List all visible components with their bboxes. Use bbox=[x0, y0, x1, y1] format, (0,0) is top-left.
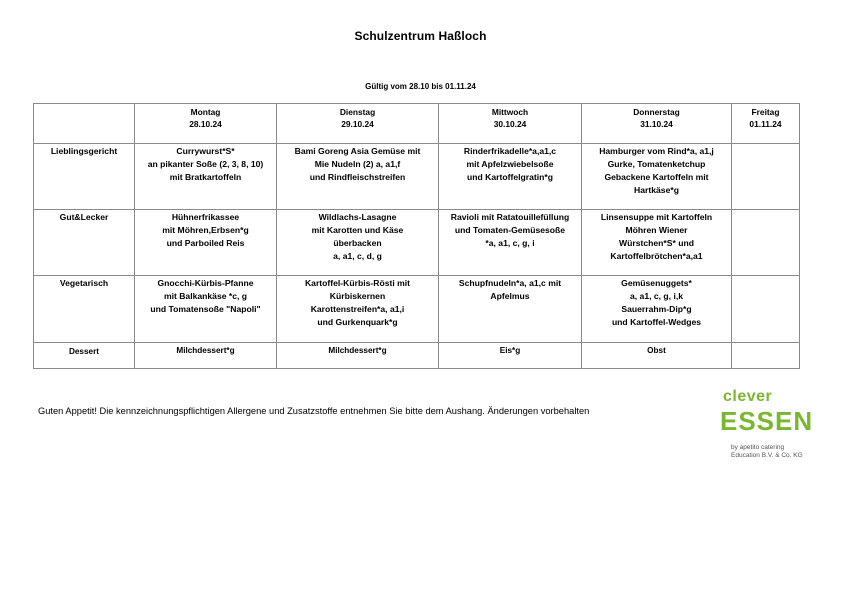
dish-cell: Milchdessert*g bbox=[277, 343, 439, 369]
table-row bbox=[34, 144, 800, 210]
logo-byline-1: by apetito catering bbox=[731, 444, 785, 451]
logo-byline-2: Education B.V. & Co. KG bbox=[731, 452, 803, 459]
row-label: Dessert bbox=[34, 343, 135, 369]
dish-cell: Wildlachs-Lasagne mit Karotten und Käse überbacken a, a1, c, d, g bbox=[277, 210, 439, 276]
dish-cell-empty bbox=[732, 343, 800, 369]
clever-essen-logo bbox=[716, 388, 814, 468]
table-row bbox=[34, 276, 800, 343]
dish-cell-empty bbox=[732, 144, 800, 210]
day-header-thursday: Donnerstag 31.10.24 bbox=[582, 104, 732, 144]
validity-period: Gültig vom 28.10 bis 01.11.24 bbox=[365, 82, 476, 91]
dish-cell: Kartoffel-Kürbis-Rösti mit Kürbiskernen Karottenstreifen*a, a1,i und Gurkenquark*g bbox=[277, 276, 439, 343]
dish-cell: Hamburger vom Rind*a, a1,j Gurke, Tomatenketchup Gebackene Kartoffeln mit Hartkäse*g bbox=[582, 144, 732, 210]
dish-cell: Hühnerfrikassee mit Möhren,Erbsen*g und Parboiled Reis bbox=[135, 210, 277, 276]
dish-cell: Ravioli mit Ratatouillefüllung und Tomaten-Gemüsesoße *a, a1, c, g, i bbox=[439, 210, 582, 276]
dish-cell-empty bbox=[732, 210, 800, 276]
day-header-tuesday: Dienstag 29.10.24 bbox=[277, 104, 439, 144]
dish-cell: Rinderfrikadelle*a,a1,c mit Apfelzwiebelsoße und Kartoffelgratin*g bbox=[439, 144, 582, 210]
day-header-friday: Freitag 01.11.24 bbox=[732, 104, 800, 144]
table-row bbox=[34, 210, 800, 276]
dish-cell: Currywurst*S* an pikanter Soße (2, 3, 8, 10) mit Bratkartoffeln bbox=[135, 144, 277, 210]
dish-cell-empty bbox=[732, 276, 800, 343]
row-label: Gut&Lecker bbox=[34, 210, 135, 276]
dish-cell: Linsensuppe mit Kartoffeln Möhren Wiener Würstchen*S* und Kartoffelbrötchen*a,a1 bbox=[582, 210, 732, 276]
row-label: Vegetarisch bbox=[34, 276, 135, 343]
dish-cell: Schupfnudeln*a, a1,c mit Apfelmus bbox=[439, 276, 582, 343]
menu-table bbox=[33, 103, 800, 369]
logo-byline bbox=[731, 444, 803, 460]
dish-cell: Gnocchi-Kürbis-Pfanne mit Balkankäse *c, g und Tomatensoße "Napoli" bbox=[135, 276, 277, 343]
day-header-monday: Montag 28.10.24 bbox=[135, 104, 277, 144]
dish-cell: Bami Goreng Asia Gemüse mit Mie Nudeln (2) a, a1,f und Rindfleischstreifen bbox=[277, 144, 439, 210]
table-header-row bbox=[34, 104, 800, 144]
row-label: Lieblingsgericht bbox=[34, 144, 135, 210]
footer-note: Guten Appetit! Die kennzeichnungspflichtigen Allergene und Zusatzstoffe entnehmen Sie bitte dem Aushang. Änderungen vorbehalten bbox=[38, 406, 590, 416]
dish-cell: Gemüsenuggets* a, a1, c, g, i,k Sauerrahm-Dip*g und Kartoffel-Wedges bbox=[582, 276, 732, 343]
logo-word-essen: ESSEN bbox=[720, 406, 814, 436]
logo-word-clever: clever bbox=[723, 388, 773, 405]
dish-cell: Obst bbox=[582, 343, 732, 369]
day-header-wednesday: Mittwoch 30.10.24 bbox=[439, 104, 582, 144]
table-row bbox=[34, 343, 800, 369]
dish-cell: Eis*g bbox=[439, 343, 582, 369]
header-empty-cell bbox=[34, 104, 135, 144]
dish-cell: Milchdessert*g bbox=[135, 343, 277, 369]
page-title: Schulzentrum Haßloch bbox=[354, 29, 487, 43]
